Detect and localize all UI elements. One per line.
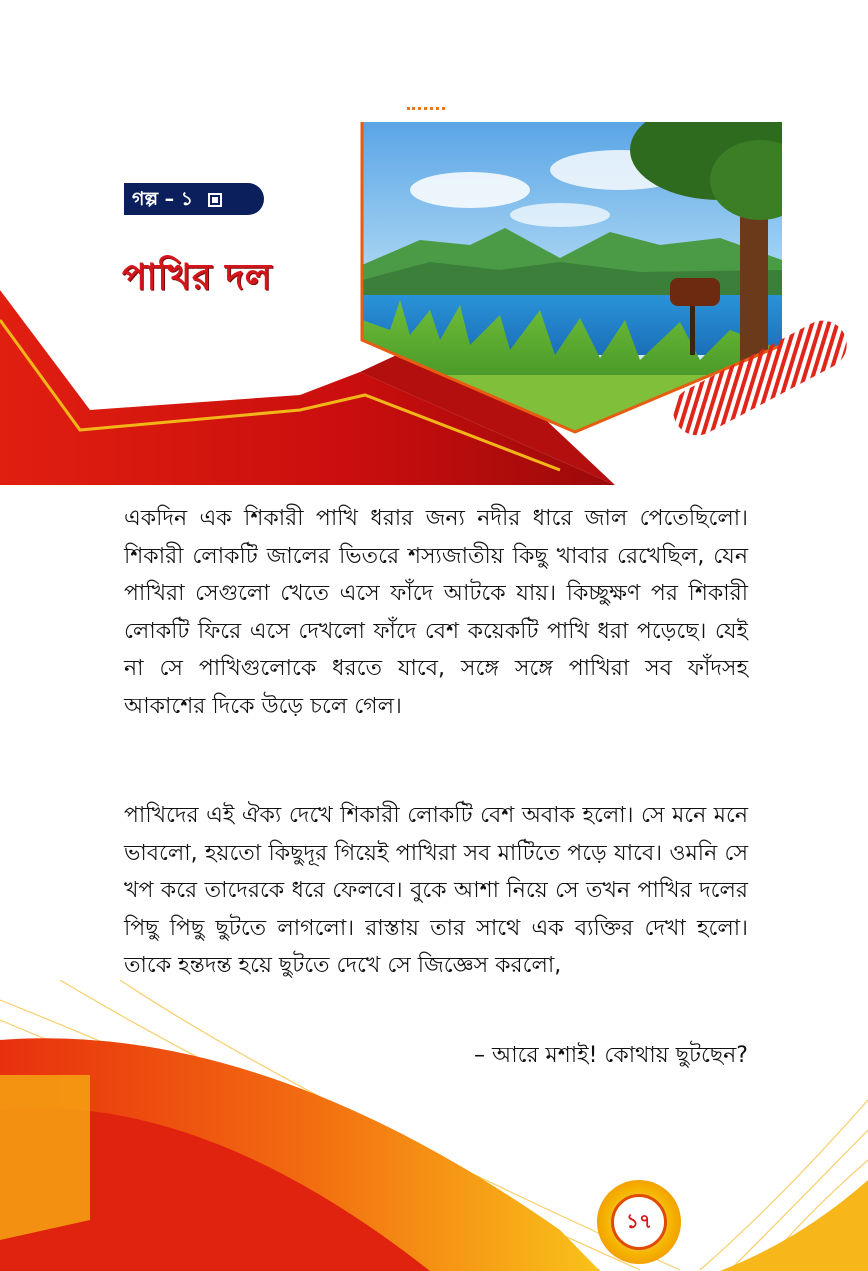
dialogue-line: – আরে মশাই! কোথায় ছুটছেন? [473, 1043, 748, 1068]
story-badge-label: গল্প – ১ [132, 188, 194, 210]
paragraph-1: একদিন এক শিকারী পাখি ধরার জন্য নদীর ধারে জাল পেতেছিলো। শিকারী লোকটি জালের ভিতরে শস্যজাতীয় কিছু খাবার রেখেছিল, যেন পাখিরা সেগুলো খেতে এসে ফাঁদে আটকে যায়। কিচ্ছুক্ষণ পর শিকারী লোকটি ফিরে এসে দেখলো ফাঁদে বেশ কয়েকটি পাখি ধরা পড়েছে। যেই না সে পাখিগুলোকে ধরতে যাবে, সঙ্গে সঙ্গে পাখিরা সব ফাঁদসহ আকাশের দিকে উড়ে চলে গেল। [124, 506, 748, 719]
page-number: ১৭ [611, 1194, 667, 1250]
story-badge [124, 183, 264, 215]
gold-wave [0, 1075, 90, 1240]
square-icon [208, 193, 222, 207]
paragraph-2: পাখিদের এই ঐক্য দেখে শিকারী লোকটি বেশ অবাক হলো। সে মনে মনে ভাবলো, হয়তো কিছুদূর গিয়েই পাখিরা সব মাটিতে পড়ে যাবে। ওমনি সে খপ করে তাদেরকে ধরে ফেলবে। বুকে আশা নিয়ে সে তখন পাখির দলের পিছু পিছু ছুটতে লাগলো। রাস্তায় তার সাথে এক ব্যক্তির দেখা হলো। তাকে হন্তদন্ত হয়ে ছুটতে দেখে সে জিজ্ঞেস করলো, [124, 803, 748, 978]
footer-decoration [0, 980, 868, 1271]
page-number-badge [597, 1180, 681, 1264]
dotted-ornament [407, 107, 445, 114]
story-title: পাখির দল [122, 257, 272, 298]
